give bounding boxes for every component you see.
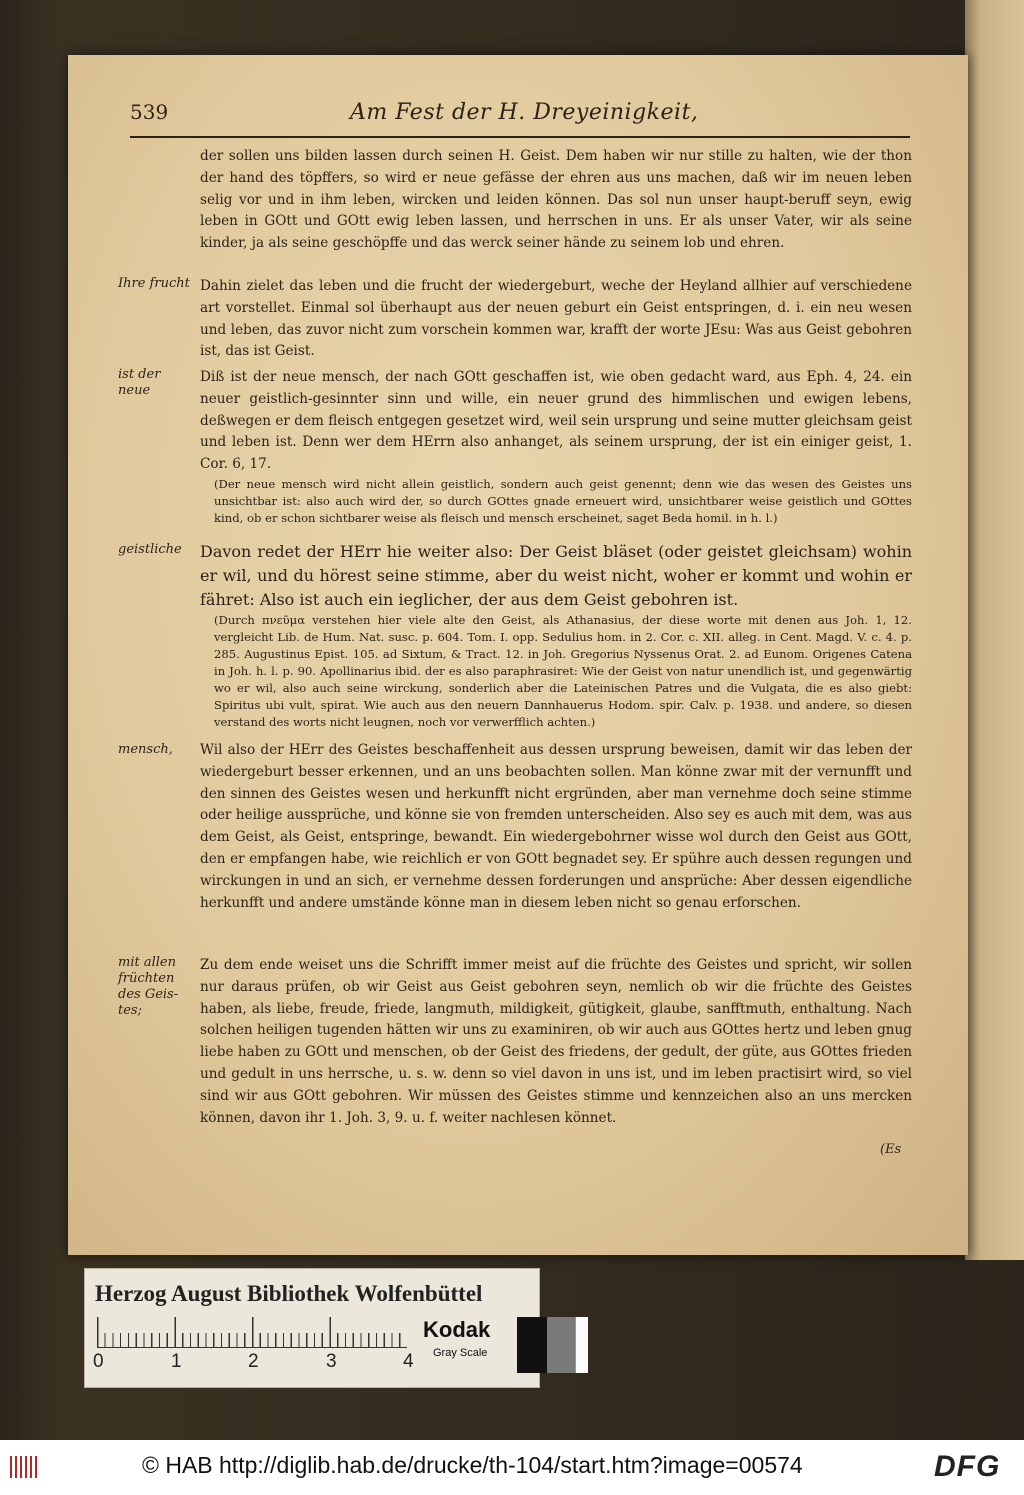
ruler-number: 1 — [171, 1351, 182, 1372]
kodak-brand: Kodak — [423, 1317, 491, 1342]
ruler-number: 2 — [248, 1351, 259, 1372]
main-text — [200, 955, 912, 1129]
main-text — [200, 740, 912, 914]
margin-note: geistliche — [118, 542, 182, 557]
kodak-subtitle: Gray Scale — [433, 1347, 488, 1359]
library-name: Herzog August Bibliothek Wolfenbüttel — [95, 1281, 483, 1306]
neighbor-page-edge — [965, 0, 1024, 1260]
footnote: (Durch πνεῦμα verstehen hier viele alte den Geist, als Athanasius, der diese worte mit denen aus Joh. 1, 12. vergleicht Lib. de Hum. Nat. susc. p. 604. Tom. I. opp. Sedulius hom. in 2. Cor. c. XII. alleg. in Cent. Magd. V. c. 4. p. 285. Augustinus Epist. 105. ad Sixtum, & Tract. 12. in Joh. Gregorius Nyssenus Orat. 2. ad Eunom. Origenes Catena in Joh. h. l. p. 90. Apollinarius ibid. der es also paraphrasiret: Wie der Geist von natur unendlich ist, und gegenwärtig wo er wil, also auch seine wirckung, sonderlich aber die Lateinischen Patres und die Vulgata, die es also giebt: Spiritus ubi vult, spirat. Wie auch aus den neuern Dannhauerus Hodom. spir. Calv. p. 1938. und andere, so diesen verstand des worts nicht leugnen, noch vor verwerfflich achten.) — [214, 613, 912, 729]
main-text — [200, 276, 912, 363]
ruler-number: 0 — [93, 1351, 104, 1372]
ruler-numbers — [89, 1351, 429, 1375]
main-text — [200, 540, 912, 731]
footnote: (Der neue mensch wird nicht allein geistlich, sondern auch geist genennt; denn wie das wesen des Geistes uns unsichtbar ist: also auch wird der, so durch GOttes gnade erneuert wird, unsichtbarer weise geistlich und GOttes kind, ob er schon sichtbarer weise als fleisch und mensch erscheinet, saget Beda homil. in h. l.) — [214, 476, 912, 525]
ruler-number: 4 — [403, 1351, 414, 1372]
ruler-major-ticks — [97, 1317, 407, 1347]
dfg-logo: DFG — [934, 1450, 1001, 1483]
margin-note: mensch, — [118, 742, 173, 757]
ruler-number: 3 — [326, 1351, 337, 1372]
gray-swatch-black — [517, 1317, 547, 1373]
library-scale-strip — [84, 1268, 540, 1388]
footer-bar — [0, 1440, 1024, 1495]
page-header — [130, 100, 910, 138]
catchword: (Es — [880, 1142, 902, 1157]
running-title: Am Fest der H. Dreyeinigkeit, — [350, 100, 699, 125]
paragraph: Dahin zielet das leben und die frucht der wiedergeburt, weche der Heyland allhier auf verschiedene art vorstellet. Einmal sol überhaupt aus der neuen geburt ein Geist entspringen, d. i. ein neu wesen und leben, das zuvor nicht zum vorschein kommen war, krafft der worte JEsu: Was aus Geist gebohren ist, das ist Geist. — [200, 278, 912, 360]
barcode-icon — [10, 1456, 40, 1478]
paragraph: Zu dem ende weiset uns die Schrifft immer meist auf die früchte des Geistes und spricht, wir sollen nur daraus prüfen, ob wir Geist aus Geist gebohren seyn, nemlich ob wir die früchte des Geistes haben, als liebe, freude, friede, langmuth, mildigkeit, gütigkeit, glaube, sanfftmuth, enthaltung. Nach solchen heiligen tugenden hätten wir uns zu examiniren, ob wir auch aus GOttes hertz und leben gnug liebe haben zu GOtt und menschen, ob der Geist des friedens, der gedult, der güte, aus GOttes frieden und gedult in uns herrsche, u. s. w. denn so viel davon in uns ist, und im leben practisirt wird, so viel sind wir aus GOtt gebohren. Wir müssen des Geistes stimme und kennzeichen also an uns mercken können, davon ihr 1. Joh. 3, 9. u. f. weiter nachlesen könnet. — [200, 957, 912, 1126]
margin-note: Ihre frucht — [118, 276, 190, 291]
paragraph: Diß ist der neue mensch, der nach GOtt geschaffen ist, wie oben gedacht ward, aus Eph. 4, 24. ein neuer geistlich-gesinnter sinn und wille, ein neuer grund des himmlischen und ewigen lebens, deßwegen er dem fleisch entgegen gesetzet wird, weil sein ursprung und seine mutter gleichsam geist und leben ist. Denn wer dem HErrn also anhanget, als seinem ursprung, der ist ein einiger geist, 1. Cor. 6, 17. — [200, 369, 912, 473]
kodak-label — [423, 1317, 511, 1371]
copyright-link[interactable]: © HAB http://diglib.hab.de/drucke/th-104/start.htm?image=00574 — [142, 1452, 803, 1478]
paragraph: Davon redet der HErr hie weiter also: Der Geist bläset (oder geistet gleichsam) wohin er wil, und du hörest seine stimme, aber du weist nicht, woher er kommt und wohin er fähret: Also ist auch ein ieglicher, der aus dem Geist gebohren ist. — [200, 542, 912, 609]
gray-swatch-white — [575, 1317, 588, 1373]
main-text — [200, 367, 912, 527]
gray-swatch-mid — [547, 1317, 575, 1373]
margin-note: mit allen früchten des Geis-tes; — [118, 955, 179, 1018]
paragraph: der sollen uns bilden lassen durch seinen H. Geist. Dem haben wir nur stille zu halten, wie der thon der hand des töpffers, so wird er neue gefässe der ehren aus uns machen, daß wir im neuen leben selig vor und in ihm leben, wircken und leiden können. Das sol nun unser haupt-beruff seyn, ewig leben in GOtt und GOtt ewig leben lassen, und herrschen in uns. Er als unser Vater, wir als seine kinder, ja als seine geschöpffe und das werck seiner hände zu seinem lob und ehren. — [200, 148, 912, 252]
page-number: 539 — [130, 100, 169, 124]
paragraph: Wil also der HErr des Geistes beschaffenheit aus dessen ursprung beweisen, damit wir das leben der wiedergeburt besser erkennen, und an uns beobachten sollen. Man könne zwar mit der vernunfft und den sinnen des Geistes wesen und herkunfft nicht ergründen, aber man vernehme doch seine stimme oder heilige aussprüche, und könne sie von fremden unterscheiden. Also sey es auch mit dem, was aus dem Geist, als Geist, entspringe, bewandt. Ein wiedergebohrner wisse wol durch den Geist aus GOtt, den er empfangen habe, wie reichlich er von GOtt begnadet sey. Er spühre auch dessen regungen und wirckungen in und an sich, er vernehme dessen forderungen und ansprüche: Aber dessen eigendliche herkunfft und andere umstände könne man in diesem leben nicht so genau erforschen. — [200, 742, 912, 911]
main-text — [200, 146, 912, 255]
margin-note: ist der neue — [118, 367, 161, 398]
